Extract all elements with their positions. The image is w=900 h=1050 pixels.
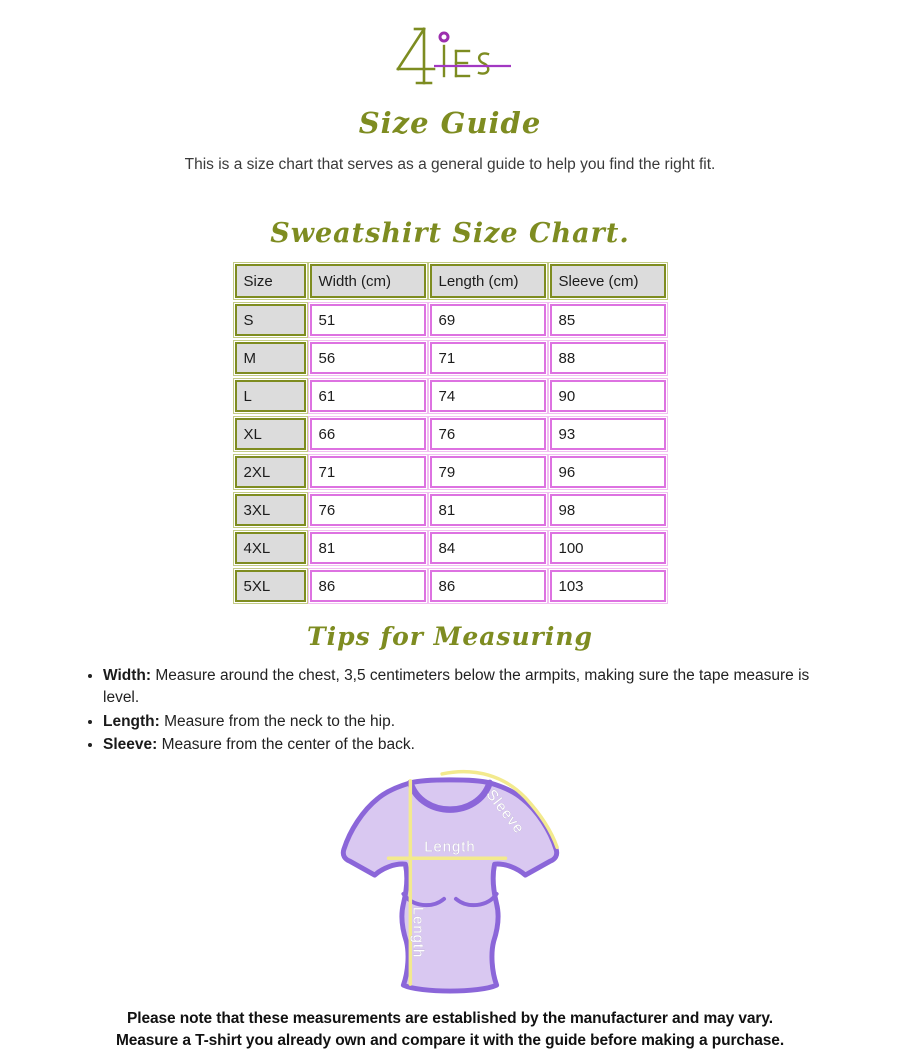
row-size-label: M xyxy=(235,342,306,374)
width-value: 51 xyxy=(310,304,426,336)
tip-label: Sleeve: xyxy=(103,736,158,754)
row-size-label: 2XL xyxy=(235,456,306,488)
column-header-width: Width (cm) xyxy=(310,264,426,298)
tip-item-width xyxy=(103,665,823,710)
tip-text: Measure around the chest, 3,5 centimeters below the armpits, making sure the tape measure is level. xyxy=(103,667,810,707)
size-chart-table xyxy=(235,264,666,602)
sleeve-value: 85 xyxy=(550,304,666,336)
length-value: 84 xyxy=(430,532,546,564)
length-value: 71 xyxy=(430,342,546,374)
row-size-label: XL xyxy=(235,418,306,450)
footer-line-1: Please note that these measurements are established by the manufacturer and may vary. xyxy=(127,1009,773,1027)
length-value: 79 xyxy=(430,456,546,488)
row-size-label: S xyxy=(235,304,306,336)
tip-label: Length: xyxy=(103,712,160,730)
sleeve-value: 100 xyxy=(550,532,666,564)
4ies-logo-icon xyxy=(387,24,513,88)
row-size-label: 4XL xyxy=(235,532,306,564)
width-value: 86 xyxy=(310,570,426,602)
tip-item-sleeve xyxy=(103,734,823,756)
tips-heading: Tips for Measuring xyxy=(306,622,594,651)
tshirt-diagram xyxy=(0,767,900,1000)
column-header-sleeve: Sleeve (cm) xyxy=(550,264,666,298)
length-value: 86 xyxy=(430,570,546,602)
row-size-label: 3XL xyxy=(235,494,306,526)
width-value: 66 xyxy=(310,418,426,450)
column-header-size: Size xyxy=(235,264,306,298)
sleeve-line-label: Sleeve xyxy=(482,786,527,838)
width-value: 61 xyxy=(310,380,426,412)
sleeve-value: 93 xyxy=(550,418,666,450)
width-value: 76 xyxy=(310,494,426,526)
footer-line-2: Measure a T-shirt you already own and compare it with the guide before making a purchase. xyxy=(115,1032,785,1050)
length-value: 69 xyxy=(430,304,546,336)
width-value: 56 xyxy=(310,342,426,374)
column-header-length: Length (cm) xyxy=(430,264,546,298)
length-value: 74 xyxy=(430,380,546,412)
vertical-line-label: Length xyxy=(409,906,426,959)
sleeve-value: 88 xyxy=(550,342,666,374)
row-size-label: L xyxy=(235,380,306,412)
intro-text: This is a size chart that serves as a general guide to help you find the right fit. xyxy=(184,156,716,173)
tip-text: Measure from the neck to the hip. xyxy=(159,712,396,730)
tshirt-illustration-icon xyxy=(331,767,569,1000)
tip-label: Width: xyxy=(103,667,152,684)
length-value: 76 xyxy=(430,418,546,450)
length-value: 81 xyxy=(430,494,546,526)
width-value: 81 xyxy=(310,532,426,564)
tips-list xyxy=(77,665,823,757)
page-title: Size Guide xyxy=(358,106,542,140)
width-value: 71 xyxy=(310,456,426,488)
footer-note xyxy=(0,1008,900,1050)
sleeve-value: 103 xyxy=(550,570,666,602)
chart-heading: Sweatshirt Size Chart. xyxy=(270,218,630,249)
sleeve-value: 90 xyxy=(550,380,666,412)
chest-line-label: Length xyxy=(424,839,476,856)
sleeve-value: 98 xyxy=(550,494,666,526)
logo-dot-icon xyxy=(440,33,448,41)
row-size-label: 5XL xyxy=(235,570,306,602)
brand-logo xyxy=(0,0,900,88)
tip-item-length xyxy=(103,711,823,733)
tip-text: Measure from the center of the back. xyxy=(157,736,415,754)
sleeve-value: 96 xyxy=(550,456,666,488)
